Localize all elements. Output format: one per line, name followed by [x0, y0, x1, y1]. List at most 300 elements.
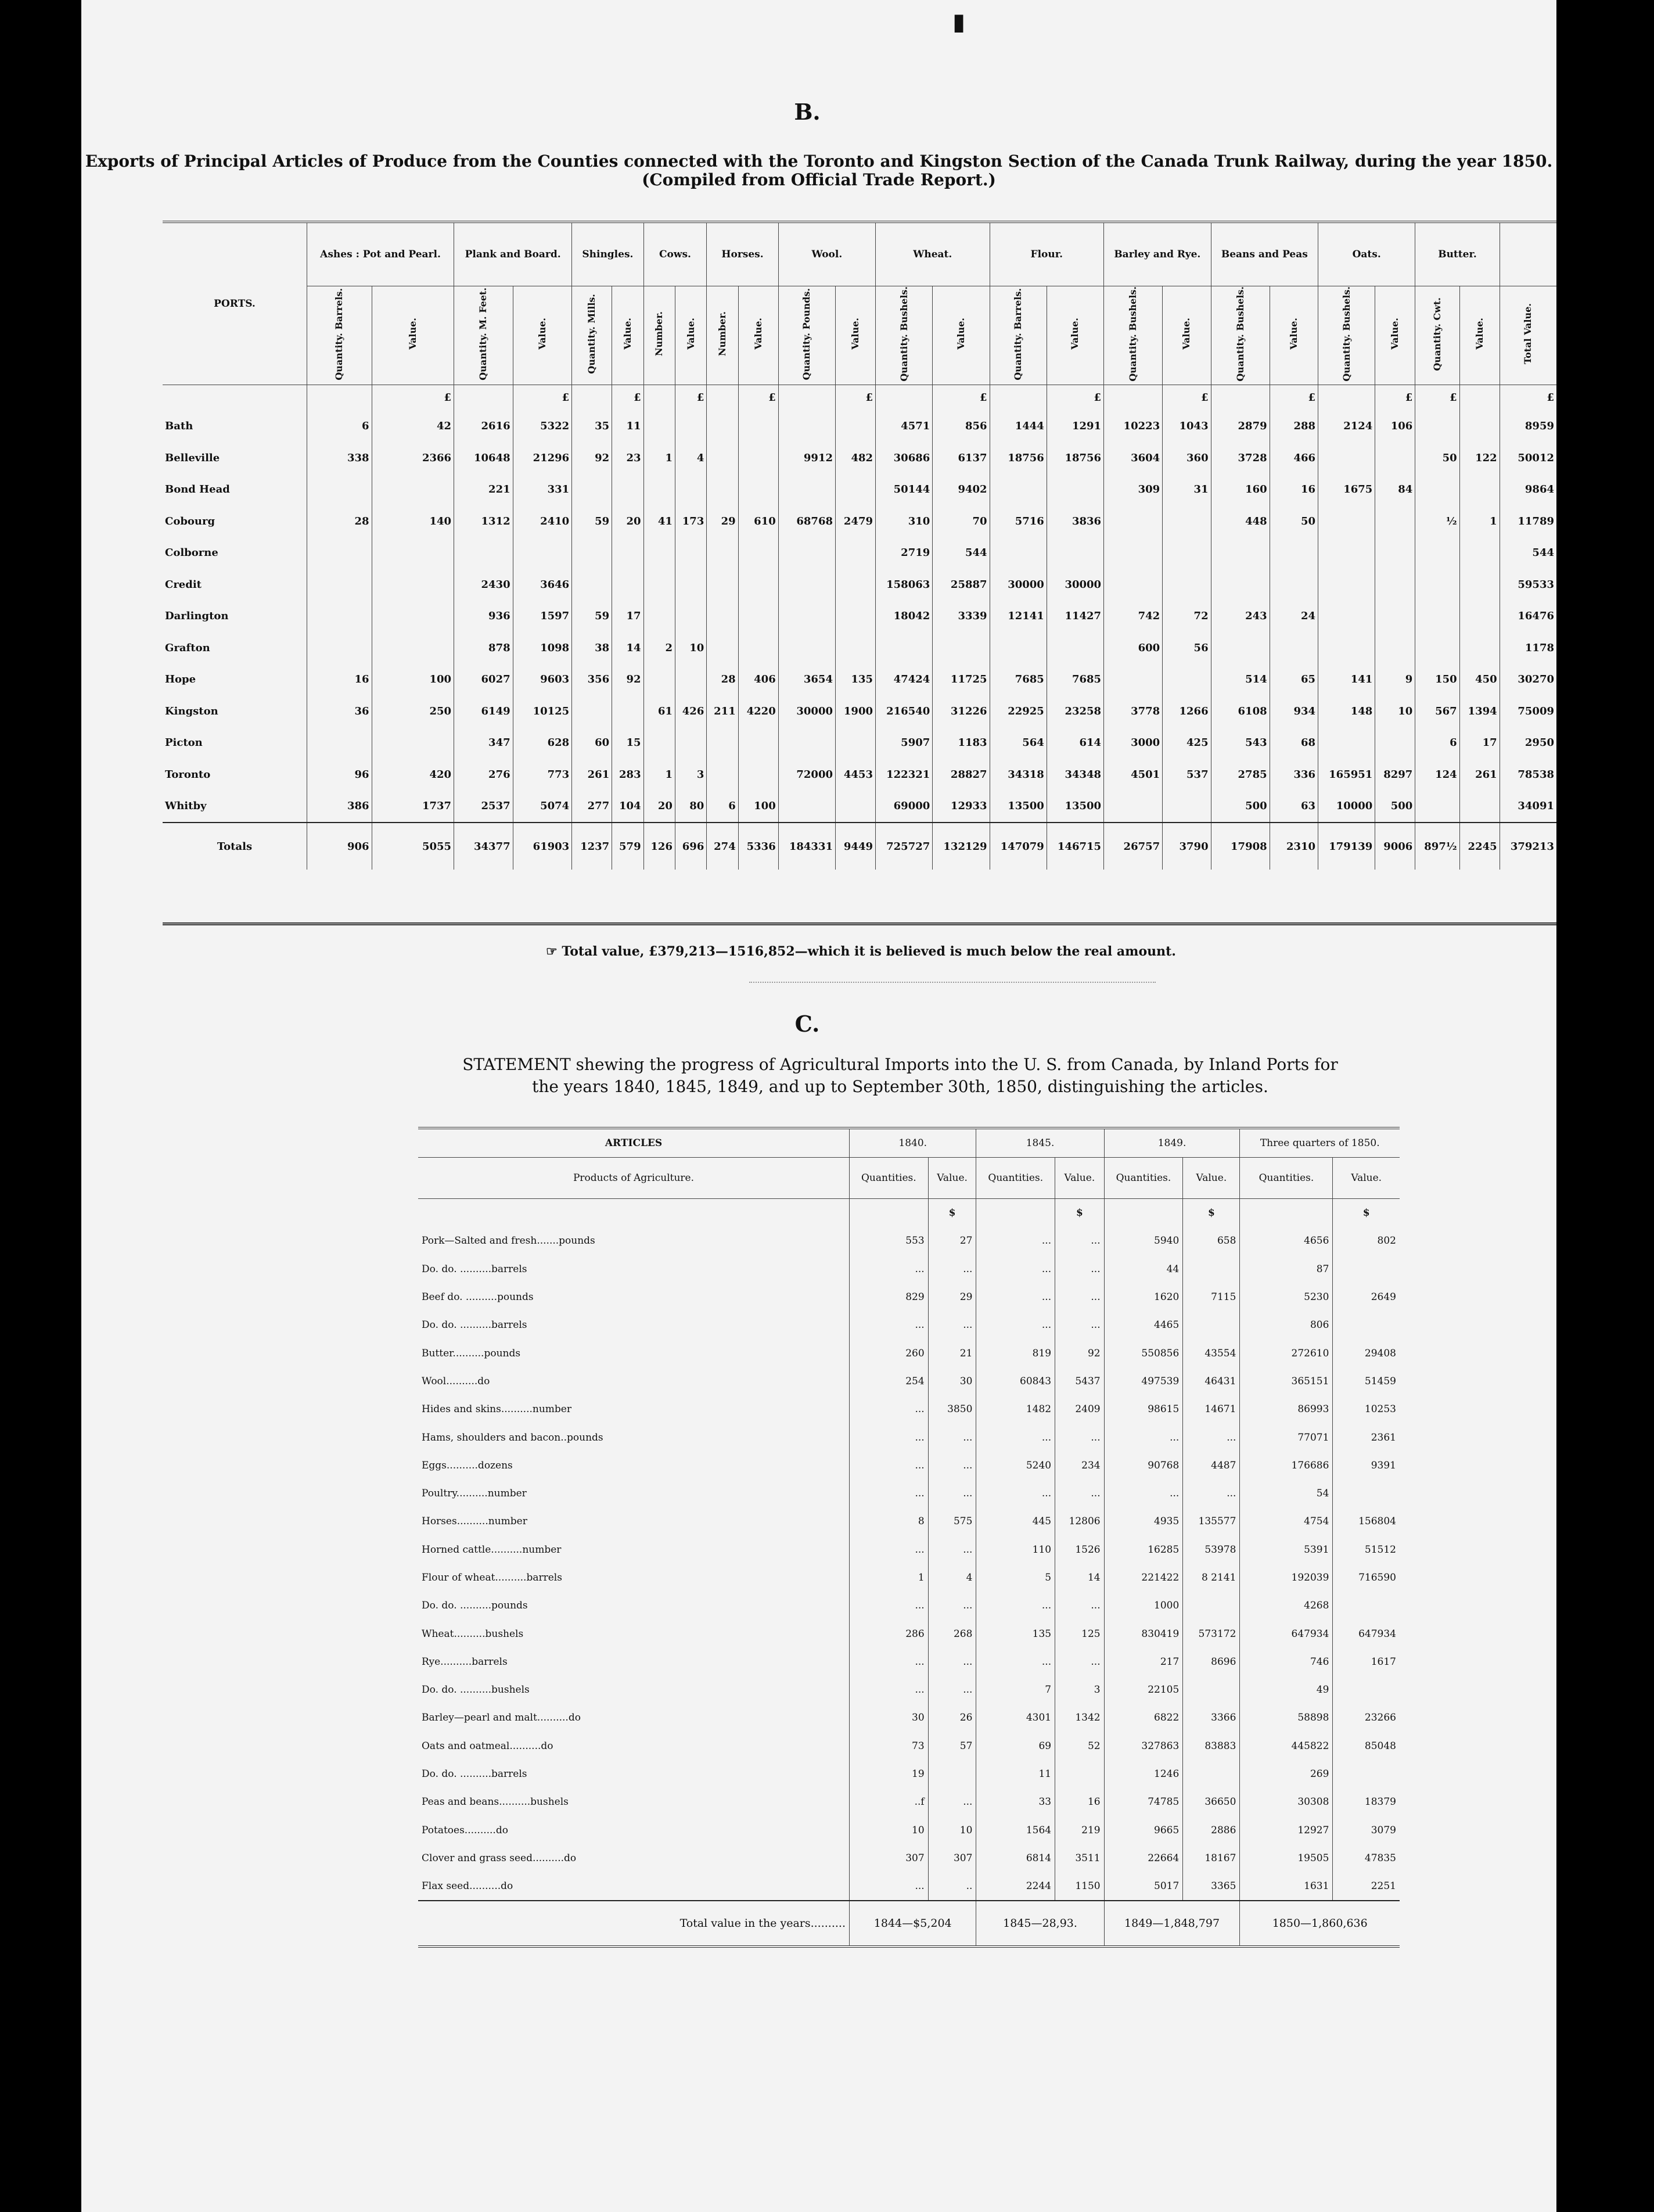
data-cell: 86993 — [1240, 1395, 1333, 1423]
data-cell: 72 — [1163, 601, 1211, 633]
data-cell: 1342 — [1055, 1704, 1105, 1732]
data-cell — [1163, 505, 1211, 537]
column-subheader — [707, 286, 738, 385]
data-cell: 75009 — [1500, 695, 1556, 727]
data-cell: 10253 — [1333, 1395, 1400, 1423]
data-cell: 3339 — [933, 601, 990, 633]
data-cell: 2244 — [976, 1872, 1055, 1901]
data-cell: 30308 — [1240, 1788, 1333, 1816]
total-cell: 725727 — [876, 823, 933, 870]
data-cell: 141 — [1318, 664, 1375, 696]
column-subheader-text: Value. — [1389, 318, 1401, 350]
data-cell — [1163, 537, 1211, 569]
data-cell: 41 — [643, 505, 675, 537]
data-cell: 125 — [1055, 1620, 1105, 1647]
data-cell: 70 — [933, 505, 990, 537]
table-row — [418, 1844, 1400, 1872]
data-cell: 73 — [850, 1732, 929, 1760]
table-row — [163, 569, 1556, 601]
data-cell: 261 — [572, 759, 612, 791]
data-cell: 5074 — [513, 791, 572, 823]
year-header: 1849. — [1104, 1128, 1240, 1158]
data-cell — [738, 632, 778, 664]
total-cell: 126 — [643, 823, 675, 870]
data-cell: 3646 — [513, 569, 572, 601]
data-cell: 29408 — [1333, 1339, 1400, 1367]
data-cell: 5017 — [1104, 1872, 1183, 1901]
data-cell: 2409 — [1055, 1395, 1105, 1423]
data-cell: 69 — [976, 1732, 1055, 1760]
data-cell — [778, 537, 835, 569]
data-cell — [738, 537, 778, 569]
unit-cell — [707, 385, 738, 411]
data-cell: 31226 — [933, 695, 990, 727]
data-cell: 448 — [1211, 505, 1270, 537]
data-cell — [707, 411, 738, 443]
data-cell: 600 — [1104, 632, 1163, 664]
data-cell: ... — [976, 1480, 1055, 1507]
data-cell: 6814 — [976, 1844, 1055, 1872]
data-cell: 156804 — [1333, 1507, 1400, 1535]
table-row — [163, 537, 1556, 569]
total-value-note: ☞ Total value, £379,213—1516,852—which it is believed is much below the real amount. — [546, 944, 1176, 959]
divider — [749, 982, 1156, 983]
data-cell: 2 — [643, 632, 675, 664]
data-cell: 261 — [1459, 759, 1500, 791]
data-cell — [1375, 442, 1415, 474]
table-row — [418, 1648, 1400, 1676]
unit-cell: £ — [612, 385, 643, 411]
total-cell: 906 — [307, 823, 372, 870]
data-cell: 4754 — [1240, 1507, 1333, 1535]
data-cell: 2430 — [454, 569, 513, 601]
table-row — [163, 474, 1556, 506]
spacer-cell — [850, 1199, 929, 1227]
data-cell: 5 — [976, 1564, 1055, 1592]
column-subheader-text: Value. — [407, 318, 418, 350]
data-cell: ... — [850, 1536, 929, 1564]
data-cell — [643, 601, 675, 633]
unit-cell: £ — [738, 385, 778, 411]
column-subheader — [1415, 286, 1459, 385]
data-cell: 9 — [1375, 664, 1415, 696]
table-row — [418, 1395, 1400, 1423]
data-cell: 5716 — [990, 505, 1047, 537]
data-cell — [738, 474, 778, 506]
data-cell: 43554 — [1183, 1339, 1240, 1367]
data-cell: 4220 — [738, 695, 778, 727]
data-cell: 829 — [850, 1283, 929, 1311]
data-cell: 746 — [1240, 1648, 1333, 1676]
data-cell: 4571 — [876, 411, 933, 443]
column-subheader — [876, 286, 933, 385]
unit-cell — [643, 385, 675, 411]
data-cell: 5322 — [513, 411, 572, 443]
data-cell — [778, 791, 835, 823]
data-cell: 6 — [1415, 727, 1459, 759]
data-cell: 307 — [928, 1844, 976, 1872]
quantities-header: Quantities. — [1240, 1158, 1333, 1199]
unit-cell — [1318, 385, 1375, 411]
data-cell: 65 — [1270, 664, 1318, 696]
data-cell: 310 — [876, 505, 933, 537]
data-cell: 34348 — [1047, 759, 1103, 791]
data-cell: 1150 — [1055, 1872, 1105, 1901]
data-cell: ... — [928, 1480, 976, 1507]
article-name: Flax seed..........do — [422, 1880, 513, 1893]
data-cell: 1564 — [976, 1816, 1055, 1844]
data-cell: 30 — [928, 1367, 976, 1395]
data-cell — [707, 727, 738, 759]
data-cell — [675, 537, 706, 569]
value-header: Value. — [1183, 1158, 1240, 1199]
data-cell: ... — [1055, 1480, 1105, 1507]
data-cell: 331 — [513, 474, 572, 506]
data-cell — [1375, 727, 1415, 759]
unit-cell: £ — [836, 385, 876, 411]
data-cell: 3000 — [1104, 727, 1163, 759]
data-cell: 23258 — [1047, 695, 1103, 727]
data-cell: 58898 — [1240, 1704, 1333, 1732]
data-cell: 567 — [1415, 695, 1459, 727]
year-header: Three quarters of 1850. — [1240, 1128, 1400, 1158]
table-row — [418, 1507, 1400, 1535]
data-cell: 9603 — [513, 664, 572, 696]
data-cell: 18042 — [876, 601, 933, 633]
data-cell: 68768 — [778, 505, 835, 537]
data-cell — [1459, 474, 1500, 506]
unit-cell — [307, 385, 372, 411]
data-cell: ... — [1055, 1227, 1105, 1255]
data-cell: 17 — [1459, 727, 1500, 759]
data-cell: 2616 — [454, 411, 513, 443]
unit-cell: £ — [1047, 385, 1103, 411]
total-cell: 1237 — [572, 823, 612, 870]
data-cell: 12927 — [1240, 1816, 1333, 1844]
data-cell: 12141 — [990, 601, 1047, 633]
data-cell: ... — [928, 1536, 976, 1564]
data-cell: ..f — [850, 1788, 929, 1816]
data-cell: ... — [928, 1676, 976, 1704]
data-cell: 2537 — [454, 791, 513, 823]
column-subheader-text: Quantity. M. Feet. — [477, 287, 489, 380]
data-cell: ... — [1055, 1423, 1105, 1451]
value-header: Value. — [928, 1158, 976, 1199]
data-cell: 406 — [738, 664, 778, 696]
data-cell: ... — [1055, 1648, 1105, 1676]
port-name: Darlington — [165, 610, 229, 623]
data-cell: 338 — [307, 442, 372, 474]
data-cell: ... — [928, 1423, 976, 1451]
data-cell: 211 — [707, 695, 738, 727]
data-cell: 336 — [1270, 759, 1318, 791]
data-cell: 92 — [1055, 1339, 1105, 1367]
data-cell: 21296 — [513, 442, 572, 474]
data-cell — [1459, 537, 1500, 569]
data-cell — [372, 601, 454, 633]
quantities-header: Quantities. — [1104, 1158, 1183, 1199]
data-cell: 61 — [643, 695, 675, 727]
data-cell: 158063 — [876, 569, 933, 601]
data-cell: 4935 — [1104, 1507, 1183, 1535]
data-cell: ... — [850, 1311, 929, 1339]
data-cell: 74785 — [1104, 1788, 1183, 1816]
column-subheader-text: Quantity. Mills. — [586, 294, 598, 374]
column-subheader-text: Value. — [1473, 318, 1485, 350]
data-cell — [707, 632, 738, 664]
data-cell — [778, 569, 835, 601]
data-cell: ... — [928, 1648, 976, 1676]
data-cell — [1333, 1676, 1400, 1704]
total-cell: 26757 — [1104, 823, 1163, 870]
data-cell — [778, 411, 835, 443]
data-cell: 3604 — [1104, 442, 1163, 474]
data-cell — [1415, 569, 1459, 601]
data-cell: 10125 — [513, 695, 572, 727]
column-subheader — [1047, 286, 1103, 385]
column-subheader — [675, 286, 706, 385]
data-cell: ... — [850, 1255, 929, 1283]
data-cell: 1266 — [1163, 695, 1211, 727]
data-cell — [307, 474, 372, 506]
unit-cell: £ — [1163, 385, 1211, 411]
data-cell: 9665 — [1104, 1816, 1183, 1844]
quantities-header: Quantities. — [976, 1158, 1055, 1199]
article-name: Horses..........number — [422, 1516, 527, 1528]
data-cell: 1900 — [836, 695, 876, 727]
data-cell — [738, 569, 778, 601]
data-cell: 22925 — [990, 695, 1047, 727]
data-cell: 445 — [976, 1507, 1055, 1535]
data-cell: ... — [1104, 1480, 1183, 1507]
table-row — [418, 1564, 1400, 1592]
data-cell: 19 — [850, 1760, 929, 1788]
data-cell: ... — [850, 1452, 929, 1480]
data-cell: 5230 — [1240, 1283, 1333, 1311]
data-cell: 544 — [933, 537, 990, 569]
data-cell — [513, 537, 572, 569]
unit-cell — [1104, 385, 1163, 411]
unit-cell — [454, 385, 513, 411]
data-cell: 4 — [675, 442, 706, 474]
data-cell: 3 — [675, 759, 706, 791]
data-cell: 500 — [1211, 791, 1270, 823]
column-subheader — [1459, 286, 1500, 385]
data-cell: ... — [976, 1648, 1055, 1676]
data-cell: 24 — [1270, 601, 1318, 633]
data-cell — [778, 632, 835, 664]
data-cell — [612, 695, 643, 727]
port-name: Hope — [165, 673, 196, 686]
data-cell: ... — [976, 1423, 1055, 1451]
total-group-spacer — [1500, 222, 1556, 286]
column-subheader-text: Value. — [955, 318, 966, 350]
data-cell: ... — [928, 1452, 976, 1480]
port-name: Kingston — [165, 705, 218, 717]
data-cell — [643, 411, 675, 443]
data-cell — [372, 537, 454, 569]
data-cell — [1415, 474, 1459, 506]
data-cell: 830419 — [1104, 1620, 1183, 1647]
total-cell: 379213 — [1500, 823, 1556, 870]
data-cell: 1 — [643, 759, 675, 791]
data-cell — [1318, 632, 1375, 664]
data-cell: 3511 — [1055, 1844, 1105, 1872]
total-cell: 34377 — [454, 823, 513, 870]
data-cell: 15 — [612, 727, 643, 759]
data-cell — [1415, 537, 1459, 569]
data-cell: 104 — [612, 791, 643, 823]
data-cell: 56 — [1163, 632, 1211, 664]
data-cell: 50 — [1270, 505, 1318, 537]
data-cell: 8 2141 — [1183, 1564, 1240, 1592]
data-cell: 426 — [675, 695, 706, 727]
data-cell — [307, 569, 372, 601]
column-subheader — [612, 286, 643, 385]
products-header: Products of Agriculture. — [418, 1158, 850, 1199]
table-row — [163, 601, 1556, 633]
data-cell — [1183, 1676, 1240, 1704]
year-header: 1840. — [850, 1128, 976, 1158]
column-subheader — [1163, 286, 1211, 385]
column-subheader — [307, 286, 372, 385]
data-cell — [1318, 569, 1375, 601]
column-subheader-text: Value. — [685, 318, 696, 350]
data-cell: 14 — [1055, 1564, 1105, 1592]
data-cell: 50 — [1415, 442, 1459, 474]
data-cell: 3 — [1055, 1676, 1105, 1704]
data-cell — [675, 569, 706, 601]
data-cell: 68 — [1270, 727, 1318, 759]
data-cell: 77071 — [1240, 1423, 1333, 1451]
data-cell: 3836 — [1047, 505, 1103, 537]
data-cell: 3850 — [928, 1395, 976, 1423]
data-cell: 92 — [572, 442, 612, 474]
column-subheader-text: Value. — [1069, 318, 1081, 350]
port-name: Cobourg — [165, 515, 215, 527]
total-cell: 579 — [612, 823, 643, 870]
data-cell: 514 — [1211, 664, 1270, 696]
data-cell: 1246 — [1104, 1760, 1183, 1788]
unit-cell: £ — [1270, 385, 1318, 411]
data-cell: 63 — [1270, 791, 1318, 823]
data-cell: 936 — [454, 601, 513, 633]
data-cell: 254 — [850, 1367, 929, 1395]
articles-header: ARTICLES — [418, 1128, 850, 1158]
dollar-sign: $ — [1183, 1199, 1240, 1227]
data-cell: 100 — [738, 791, 778, 823]
data-cell — [836, 569, 876, 601]
unit-cell — [876, 385, 933, 411]
data-cell: 806 — [1240, 1311, 1333, 1339]
data-cell: 819 — [976, 1339, 1055, 1367]
data-cell: 18756 — [1047, 442, 1103, 474]
port-name: Colborne — [165, 547, 218, 559]
data-cell: ... — [1055, 1283, 1105, 1311]
data-cell — [643, 537, 675, 569]
data-cell: ... — [976, 1283, 1055, 1311]
total-cell: 3790 — [1163, 823, 1211, 870]
data-cell: ... — [976, 1255, 1055, 1283]
column-subheader-text: Quantity. Bushels. — [1127, 286, 1139, 382]
year-total: 1845—28,93. — [976, 1901, 1104, 1947]
data-cell: ... — [1055, 1592, 1105, 1620]
data-cell: 543 — [1211, 727, 1270, 759]
table-row — [418, 1732, 1400, 1760]
data-cell: 1043 — [1163, 411, 1211, 443]
column-subheader-text: Value. — [752, 318, 764, 350]
data-cell: 1183 — [933, 727, 990, 759]
data-cell: 9912 — [778, 442, 835, 474]
data-cell: 309 — [1104, 474, 1163, 506]
table-row — [418, 1620, 1400, 1647]
data-cell: 16476 — [1500, 601, 1556, 633]
data-cell — [307, 632, 372, 664]
unit-cell — [1211, 385, 1270, 411]
data-cell: 2886 — [1183, 1816, 1240, 1844]
data-cell: 466 — [1270, 442, 1318, 474]
data-cell — [707, 601, 738, 633]
data-cell — [990, 632, 1047, 664]
data-cell — [307, 601, 372, 633]
data-cell: 1 — [1459, 505, 1500, 537]
data-cell — [1375, 601, 1415, 633]
data-cell: 327863 — [1104, 1732, 1183, 1760]
data-cell: 106 — [1375, 411, 1415, 443]
total-cell: 61903 — [513, 823, 572, 870]
column-group-header: Butter. — [1415, 222, 1500, 286]
total-cell: 179139 — [1318, 823, 1375, 870]
data-cell: 51459 — [1333, 1367, 1400, 1395]
data-cell — [643, 727, 675, 759]
data-cell: 286 — [850, 1620, 929, 1647]
data-cell: 2950 — [1500, 727, 1556, 759]
data-cell — [307, 537, 372, 569]
data-cell: 500 — [1375, 791, 1415, 823]
data-cell: ... — [850, 1648, 929, 1676]
data-cell: 7685 — [990, 664, 1047, 696]
data-cell: 3079 — [1333, 1816, 1400, 1844]
data-cell: 3728 — [1211, 442, 1270, 474]
article-name: Beef do. ..........pounds — [422, 1291, 534, 1304]
data-cell: 575 — [928, 1507, 976, 1535]
table-row — [163, 727, 1556, 759]
unit-cell — [572, 385, 612, 411]
data-cell: 2649 — [1333, 1283, 1400, 1311]
column-subheader-text: Total Value. — [1522, 303, 1534, 365]
article-name: Horned cattle..........number — [422, 1543, 562, 1556]
article-name: Flour of wheat..........barrels — [422, 1572, 562, 1583]
data-cell: 5437 — [1055, 1367, 1105, 1395]
data-cell: 135577 — [1183, 1507, 1240, 1535]
data-cell: 1312 — [454, 505, 513, 537]
data-cell: 16285 — [1104, 1536, 1183, 1564]
table-row — [163, 442, 1556, 474]
data-cell: 122 — [1459, 442, 1500, 474]
data-cell: ... — [976, 1311, 1055, 1339]
data-cell: 360 — [1163, 442, 1211, 474]
column-group-header: Horses. — [707, 222, 778, 286]
data-cell: 3365 — [1183, 1872, 1240, 1901]
data-cell: 36 — [307, 695, 372, 727]
value-header: Value. — [1333, 1158, 1400, 1199]
data-cell: 544 — [1500, 537, 1556, 569]
data-cell: 5240 — [976, 1452, 1055, 1480]
data-cell: 6149 — [454, 695, 513, 727]
data-cell: 647934 — [1240, 1620, 1333, 1647]
table-row — [418, 1283, 1400, 1311]
column-group-header: Cows. — [643, 222, 707, 286]
